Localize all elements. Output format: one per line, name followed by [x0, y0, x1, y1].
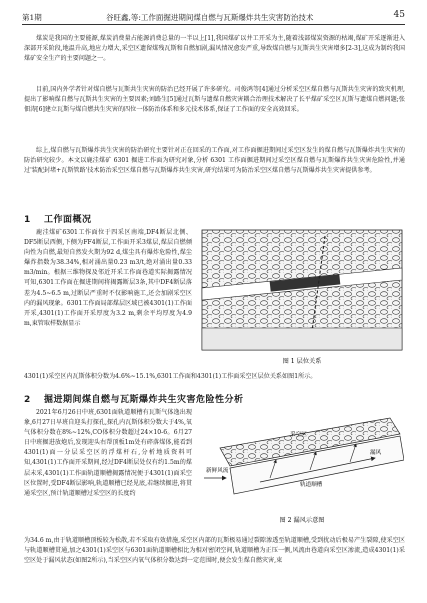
section-1-heading [24, 212, 92, 225]
section-2-title: 掘进期间煤自燃与瓦斯爆炸共生灾害危险性分析 [44, 395, 244, 405]
section-2-heading [24, 392, 244, 405]
page-header [22, 10, 405, 25]
section-2-tail: 为34.6 m,由于轨道顺槽顶板较为松散,若不采取有效措施,采空区内部的瓦斯极易通过裂隙渗透至轨道顺槽,受到扰动后极易产生裂隙,使采空区与轨道顺槽贯通,加之4301(1)采空区与6301面轨道顺槽相比为相对密闭空间,轨道顺槽为正压一侧,风流由巷道向采空区渗流,造成4301(1)采空区处于漏风状态(如图2所示),当采空区内氧气体积分数达到一定范围时,便会发生煤自燃灾害,束 [24, 537, 405, 565]
figure-2-air-leak-diagram [200, 408, 404, 530]
issue-label: 第1期 [22, 13, 42, 22]
section-1-tail: 4301(1)采空区内瓦斯体积分数为4.6%~15.1%,6301工作面和4301(1)工作面采空区层位关系如图1所示。 [24, 373, 317, 380]
section-2-body: 2021年6月26日中班,6301面轨道顺槽有瓦斯气体逸出现象,6月27日早班自迎头打探孔,探孔内瓦斯体积分数大于4%,氧气体积分数在8%~12%,CO体积分数超过24×10-6。6月27日中班掘进放炮后,发现迎头右帮顶板1m处有碎落煤体,能看到4301(1)面一分层采空区的浮煤杆石,分析地质资料可知,4301(1)工作面开采期间,经过DF4断层处仅有约1.5m的煤层未采,4301(1)工作面轨道顺槽揭露情况便于4301(1)面采空区位置时,受DF4断层影响,轨道顺槽已经见底,若继续掘进,将贯通采空区,预计轨道顺槽过采空区的长度约 [24, 409, 192, 497]
running-title: 谷旺鑫,等:工作面掘进期间煤自燃与瓦斯爆炸共生灾害防治技术 [106, 13, 314, 22]
figure-2-caption: 图 2 漏风示意图 [279, 517, 325, 524]
intro-paragraph-1: 煤炭是我国的主要能源,煤炭消费量占能源消费总量的一半以上[1],我国煤矿以井工开采为主,随着浅部煤炭资源的枯竭,煤矿开采逐渐进入深部开采阶段,地温升高,地应力增大,采空区遗留煤残瓦斯和自燃加剧,漏风情况愈发严重,导致煤自燃与瓦斯共生灾害增多[2-3],这成为制约我国煤矿安全生产的主要问题之一。 [24, 35, 405, 63]
label-goaf: 采空区 [290, 432, 307, 438]
label-air-leak: 漏风 [370, 450, 382, 456]
figure-1-strata-diagram [200, 228, 404, 368]
intro-paragraph-2: 目前,国内外学者针对煤自燃与瓦斯共生灾害的防治已经开展了许多研究。司俊鸿等[4]通过分析采空区煤自燃与瓦斯共生灾害的致灾机理,提出了影响煤自燃与瓦斯共生灾害的主要因素;刘路生[5]通过瓦斯与遗煤自燃灾害耦合治理技术解决了长平煤矿采空区瓦斯与遗煤自燃问题;张佃涛[6]建立瓦斯与煤自燃共生灾害的四位一体防治体系和多元技术体系,保证了工作面的安全高效回采。 [24, 86, 405, 114]
label-fresh-air: 新鲜风流 [206, 468, 229, 474]
figure-1-caption: 图 1 层位关系 [282, 358, 322, 365]
page-number: 45 [393, 10, 405, 20]
section-2-number: 2 [24, 395, 31, 405]
intro-paragraph-3: 综上,煤自燃与瓦斯爆炸共生灾害的防治研究主要针对正在回采的工作面,对工作面掘进期间过采空区发生的煤自燃与瓦斯爆炸共生灾害的防治研究较少。本文以鹿洼煤矿 6301 掘进工作面为研究对象,分析 6301 工作面掘进期间过采空区煤自燃与瓦斯爆炸共生灾害危险性,并通过'装配封堵+瓦斯管路'技术防治采空区煤自燃与瓦斯爆炸共生灾害,研究结果可为防治采空区煤自燃与瓦斯爆炸共生灾害提供参考。 [24, 147, 405, 175]
label-rail-roadway: 轨道顺槽 [300, 482, 323, 488]
section-1-number: 1 [24, 215, 31, 225]
section-1-title: 工作面概况 [44, 215, 92, 225]
section-1-body: 鹿洼煤矿6301工作面位于四采区南端,DF4断层北侧、DF5断层西侧,下侧为FF4断层,工作面开采3煤层,煤层自燃倾向性为自燃,最短自然发火期为92 d,煤尘具有爆炸危险性,煤尘爆炸指数为38.34%,相对涌出量0.23 m3/t,绝对涌出量0.33 m3/min。根据三维物探及邻近开采工作面巷道实际揭露情况可知,6301工作面在掘进期间将揭露断层3条,其中DF4断层落差为4.5~6.5 m,过断层严重时不仅影响施工,还会加剧采空区内的漏风现象。6301工作面局部煤层区域已被4301(1)工作面开采,4301(1)工作面开采厚度为3.2 m,剩余平均厚度为4.9 m,東管取样数据显示 [24, 229, 192, 327]
